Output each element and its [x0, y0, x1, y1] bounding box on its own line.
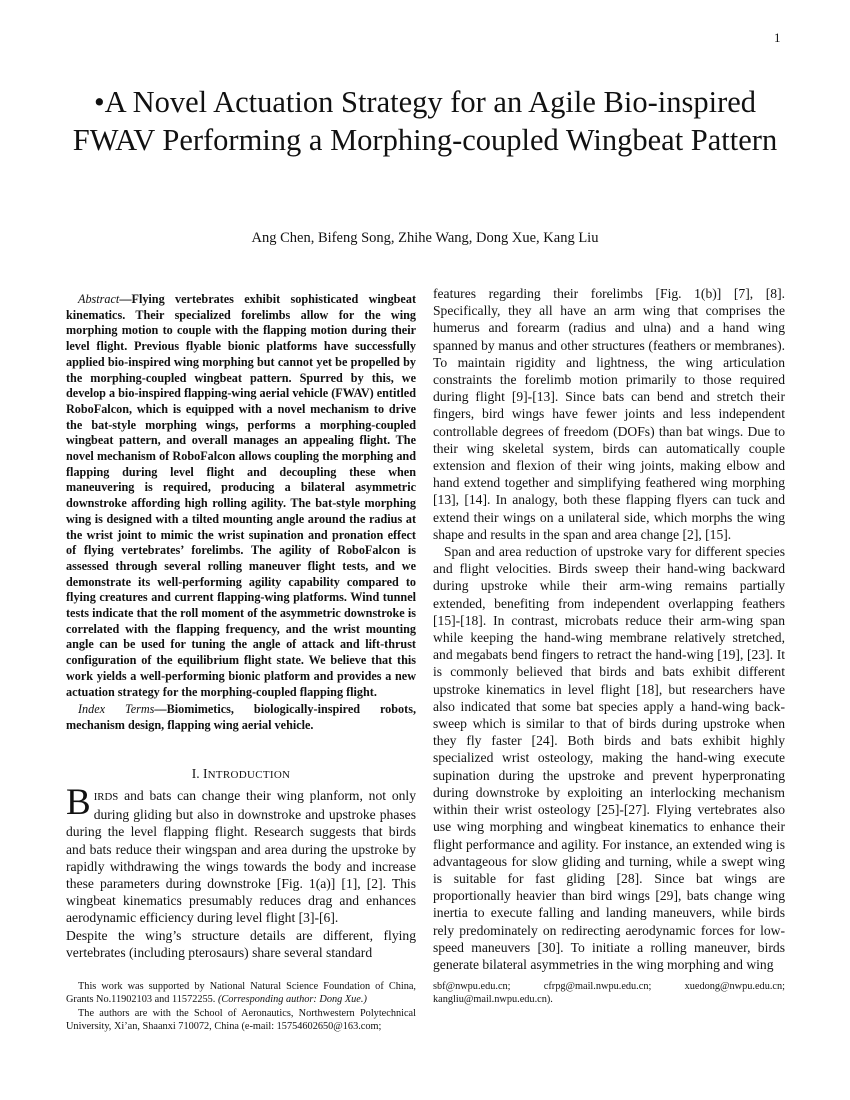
footnote-right	[433, 980, 785, 1007]
section-initial: I	[203, 766, 208, 781]
abstract-dash: —	[119, 292, 132, 306]
section-title-rest: NTRODUCTION	[207, 769, 291, 781]
introduction-body	[66, 782, 416, 961]
footnote-funding	[66, 980, 416, 1007]
right-paragraph-1: features regarding their forelimbs [Fig. 1(b)] [7], [8]. Specifically, they all have an arm wing that comprises the humerus and forearm (radius and ulna) and a hand wing spanned by manus and other structures (feathers or membranes). To maintain rigidity and lightness, the wing articulation constraints the forelimb motion primarily to those required during flight [9]-[13]. Since bats can bend and stretch their fingers, bird wings have fewer joints and less independent controllable degrees of freedom (DOFs) than bat wings. Due to their wing skeletal system, birds can automatically couple extension and flexion of their wing joints, making elbow and hand extend together and simplifying feathered wing morphing [13], [14]. In analogy, both these flapping flyers can tuck and extend their wings on a unilateral side, which morphs the wing shape and results in the span and area change [2], [15].	[433, 286, 785, 542]
index-terms-text: Biomimetics, biologically-inspired robots, mechanism design, flapping wing aerial vehicle.	[66, 702, 417, 732]
footnote-left	[66, 980, 416, 1034]
paper-title: •A Novel Actuation Strategy for an Agile Bio-inspired FWAV Performing a Morphing-coupled Wingbeat Pattern	[72, 85, 778, 157]
index-terms	[66, 702, 416, 733]
page-number: 1	[774, 30, 781, 45]
section-numeral: I.	[191, 766, 200, 781]
footnote-email-4: kangliu@mail.nwpu.edu.cn).	[433, 994, 553, 1006]
footnote-email-3: xuedong@nwpu.edu.cn;	[684, 981, 785, 992]
section-heading-introduction	[66, 766, 416, 782]
index-terms-label: Index Terms	[78, 702, 155, 716]
intro-paragraph-2: Despite the wing’s structure details are different, flying vertebrates (including pterosaurs) share several standard	[66, 927, 416, 960]
drop-cap: B	[66, 782, 91, 823]
author-list: Ang Chen, Bifeng Song, Zhihe Wang, Dong Xue, Kang Liu	[251, 230, 599, 246]
abstract-text: Flying vertebrates exhibit sophisticated wingbeat kinematics. Their specialized forelimbs allow for the wing morphing motion to couple with the flapping motion during their level flight. Previous flyable bionic platforms have successfully applied bio-inspired wing morphing but cannot yet be propelled by the morphing-coupled wingbeat pattern. Spurred by this, we develop a bio-inspired flapping-wing aerial vehicle (FWAV) entitled RoboFalcon, which is equipped with a novel mechanism to drive the bat-style morphing wings, performs a morphing-coupled wingbeat pattern, and overall manages an appealing flight. The novel mechanism of RoboFalcon allows coupling the morphing and flapping during level flight and decoupling these when maneuvering is required, producing a bilateral asymmetric downstroke affording high rolling agility. The bat-style morphing wing is designed with a tilted mounting angle around the radius at the wrist joint to mimic the wrist supination and pronation effect of flying vertebrates’ forelimbs. The agility of RoboFalcon is assessed through several rolling maneuver flight tests, and we demonstrate its well-performing agility capability compared to flying creatures and current flapping-wing platforms. Wind tunnel tests indicate that the roll moment of the asymmetric downstroke is correlated with the flapping frequency, and the wrist mounting angle can be used for tuning the angle of attack and lift-thrust configuration of the equilibrium flight state. We believe that this work yields a well-performing bionic platform and provides a new actuation strategy for the morphing-coupled flapping flight.	[66, 292, 416, 699]
intro-paragraph-1	[66, 782, 416, 927]
footnote-email-1: sbf@nwpu.edu.cn;	[433, 981, 511, 992]
right-column-body	[433, 285, 785, 973]
intro-smallcaps: IRDS	[93, 791, 119, 803]
right-paragraph-2: Span and area reduction of upstroke vary for different species and flight velocities. Birds sweep their hand-wing backward during upstroke while their arm-wing remains partially extended, benefiting from independent overlapping feathers [15]-[18]. In contrast, microbats reduce their arm-wing span while keeping the hand-wing membrane relatively stretched, and megabats bend fingers to retract the hand-wing [19], [23]. It is commonly believed that birds and bats exhibit different upstroke kinematics in level flight [18], but researchers have also indicated that some bat species apply a hand-wing back-sweep which is similar to that of birds during upstroke when they fly faster [24]. Both birds and bats exhibit highly specialized wrist osteology, making the hand-wing execute supination during the upstroke and prevent hyperpronating during downstroke by exploiting an interlocking mechanism within their wrist osteology [25]-[27]. Flying vertebrates also use wing morphing and wingbeat kinematics to enhance their flight performance and agility. For instance, an extended wing is advantageous for slow gliding and turning, while a swept wing is suitable for fast gliding [28]. Since bat wings are proportionally heavier than bird wings [29], bats change wing inertia to execute falling and landing maneuvers, while birds rely predominately on redirecting aerodynamic forces for low-speed maneuvers [30]. To initiate a rolling maneuver, birds generate bilateral asymmetries in the wing morphing and wing	[433, 544, 785, 972]
abstract	[66, 292, 416, 700]
abstract-label: Abstract	[78, 292, 120, 306]
footnote-email-row	[433, 980, 785, 993]
footnote-affiliation: The authors are with the School of Aeronautics, Northwestern Polytechnical University, Xi’an, Shaanxi 710072, China (e-mail: 15754602650@163.com;	[66, 1007, 416, 1033]
intro-p1-text: and bats can change their wing planform, not only during gliding but also in downstroke and upstroke phases during the level flapping flight. Research suggests that birds and bats reduce their wingspan and area during the upstroke by rapidly withdrawing the wings towards the body and increase these parameters during downstroke [Fig. 1(a)] [1], [2]. This wingbeat kinematics presumably reduces drag and enhances aerodynamic efficiency during level flight [3]-[6].	[66, 788, 416, 926]
footnote-email-2: cfrpg@mail.nwpu.edu.cn;	[543, 981, 652, 992]
footnote-corresponding: (Corresponding author: Dong Xue.)	[217, 994, 367, 1006]
index-terms-dash: —	[154, 702, 167, 716]
footnote-funding-text: This work was supported by National Natural Science Foundation of China, Grants No.11902103 and 11572255.	[66, 981, 416, 1006]
